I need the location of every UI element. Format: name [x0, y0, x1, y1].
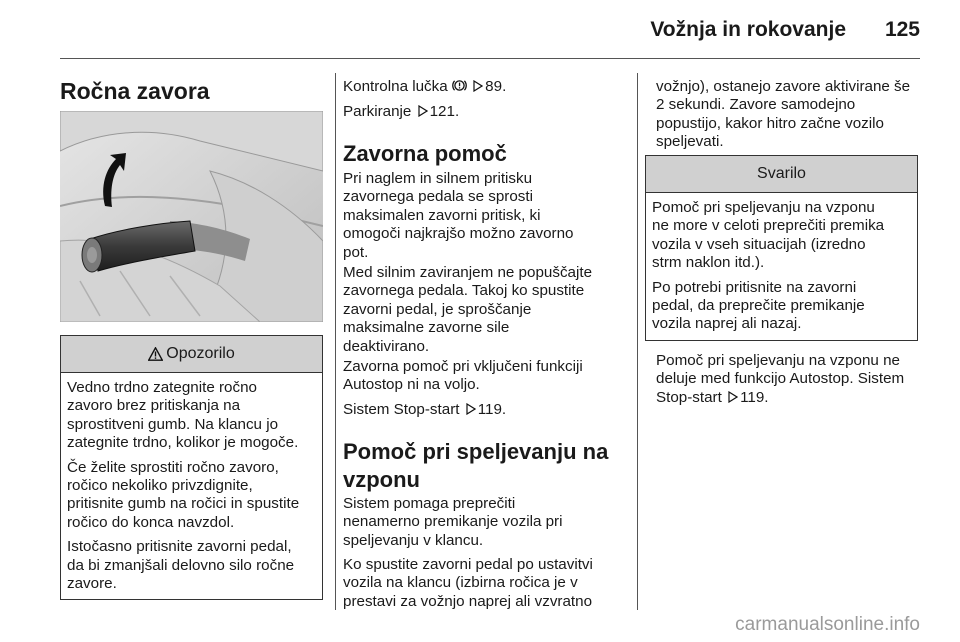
text-line: Po potrebi pritisnite na zavorni: [652, 278, 857, 296]
text-line: vozila v vseh situacijah (izredno: [652, 235, 866, 253]
text-line: Istočasno pritisnite zavorni pedal,: [67, 538, 292, 556]
text-line: ročico do konca navzdol.: [67, 513, 235, 531]
header-rule: [60, 58, 920, 59]
section-title-parking-brake: Ročna zavora: [60, 78, 210, 104]
warning-body: [61, 373, 322, 593]
text-line: 2 sekundi. Zavore samodejno: [656, 96, 856, 114]
reference-stop-start: [343, 401, 506, 419]
text-line: zavornega pedala se sprosti: [343, 188, 533, 206]
text-line: deluje med funkcijo Autostop. Sistem: [656, 370, 905, 388]
text-line: Pomoč pri speljevanju na vzponu ne: [656, 352, 900, 369]
text-line: nenamerno premikanje vozila pri: [343, 513, 563, 531]
page-reference-arrow-icon: [418, 105, 428, 117]
text-line: deaktivirano.: [343, 337, 430, 355]
header-title: Vožnja in rokovanje: [650, 18, 846, 41]
text-line: maksimalen zavorni pritisk, ki: [343, 206, 541, 224]
warning-paragraph-2: [67, 459, 316, 533]
warning-triangle-icon: [148, 347, 163, 361]
section-title-hill-start-assist: [343, 438, 608, 494]
text-line: zavorni pedal, je sproščanje: [343, 300, 532, 318]
title-line: vzponu: [343, 467, 420, 492]
text-line: maksimalne zavorne sile: [343, 319, 510, 337]
text-line: Pomoč pri speljevanju na vzponu: [652, 199, 875, 216]
caution-paragraph-1: [652, 199, 911, 273]
section-title-brake-assist: Zavorna pomoč: [343, 141, 507, 166]
text-line: zavoro brez pritiskanja na: [67, 397, 241, 415]
text-line: da bi zmanjšali delovno silo ročne: [67, 556, 295, 574]
text-line: pritisnite gumb na ročici in spustite: [67, 495, 300, 513]
text-line: Pri naglem in silnem pritisku: [343, 170, 533, 187]
text-line: pedal, da preprečite premikanje: [652, 297, 865, 315]
hill-start-autostop-note: [656, 352, 904, 407]
ref-text: Stop-start: [656, 388, 722, 406]
text-line: Med silnim zaviranjem ne popuščajte: [343, 264, 593, 281]
hill-start-paragraph-2: [343, 556, 593, 611]
text-line: ne more v celoti preprečiti premika: [652, 217, 885, 235]
caution-box-header: [646, 156, 917, 193]
brake-assist-paragraph-3: [343, 358, 583, 395]
caution-title: Svarilo: [757, 165, 806, 182]
ref-text: Sistem Stop-start: [343, 401, 460, 418]
hill-start-paragraph-1: [343, 495, 563, 550]
warning-paragraph-3: [67, 538, 316, 593]
page-reference-arrow-icon: [466, 403, 476, 415]
text-line: strm naklon itd.).: [652, 254, 765, 272]
text-line: Ko spustite zavorni pedal po ustavitvi: [343, 556, 593, 573]
page-reference-arrow-icon: [728, 391, 738, 403]
reference-parking: [343, 103, 459, 121]
ref-page: 119.: [477, 401, 507, 418]
watermark: carmanualsonline.info: [735, 614, 920, 635]
page-number: 125: [884, 18, 920, 41]
warning-box: [60, 335, 323, 600]
text-line: ročico nekoliko privzdignite,: [67, 477, 253, 495]
text-line: Če želite sprostiti ročno zavoro,: [67, 458, 279, 476]
ref-text: Kontrolna lučka: [343, 78, 448, 95]
caution-body: [646, 193, 917, 334]
reference-indicator-lamp: [343, 78, 506, 96]
text-line: zavore.: [67, 575, 117, 593]
text-line: pot.: [343, 243, 369, 261]
parking-brake-illustration: [60, 111, 323, 322]
caution-paragraph-2: [652, 279, 911, 334]
warning-title: Opozorilo: [166, 345, 235, 362]
text-line: speljevanju v klancu.: [343, 531, 484, 549]
ref-text: Parkiranje: [343, 103, 412, 120]
text-line: omogoči najkrajšo možno zavorno: [343, 225, 574, 243]
text-line: Zavorna pomoč pri vključeni funkciji: [343, 358, 583, 375]
hill-start-continuation: [656, 78, 910, 152]
brake-assist-paragraph-1: [343, 170, 573, 262]
warning-box-header: [61, 336, 322, 373]
text-line: Vedno trdno zategnite ročno: [67, 379, 257, 396]
page-reference-arrow-icon: [473, 80, 483, 92]
text-line: zategnite trdno, kolikor je mogoče.: [67, 434, 299, 452]
column-divider-2: [637, 73, 638, 610]
text-line: vozila naprej ali nazaj.: [652, 315, 802, 333]
title-line: Pomoč pri speljevanju na: [343, 439, 609, 464]
text-line: prestavi za vožnjo naprej ali vzvratno: [343, 592, 593, 610]
column-divider-1: [335, 73, 336, 610]
text-line: speljevati.: [656, 133, 724, 151]
ref-page: 121.: [429, 103, 460, 120]
page-header: [0, 0, 960, 60]
warning-paragraph-1: [67, 379, 316, 453]
ref-page: 89.: [485, 78, 507, 95]
ref-page: 119.: [740, 388, 769, 406]
text-line: sprostitveni gumb. Na klancu jo: [67, 415, 279, 433]
text-line: Sistem pomaga preprečiti: [343, 495, 516, 512]
text-line: popustijo, kakor hitro začne vozilo: [656, 114, 884, 132]
brake-warning-lamp-icon: [452, 78, 467, 93]
brake-assist-paragraph-2: [343, 264, 592, 356]
text-line: vozila na klancu (izbirna ročica je v: [343, 574, 578, 592]
text-line: vožnjo), ostanejo zavore aktivirane še: [656, 78, 911, 95]
caution-box: [645, 155, 918, 341]
text-line: Autostop ni na voljo.: [343, 376, 480, 394]
text-line: zavornega pedala. Takoj ko spustite: [343, 282, 585, 300]
